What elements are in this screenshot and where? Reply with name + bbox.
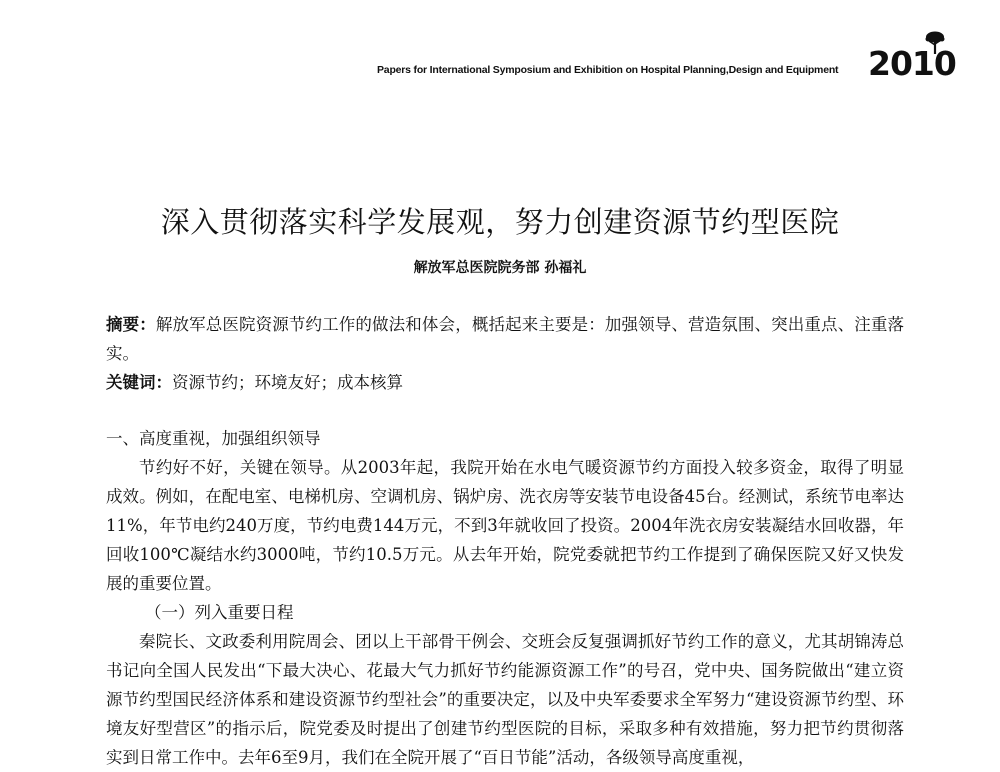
subsection-heading: （一）列入重要日程: [145, 603, 294, 622]
keywords: [106, 368, 904, 397]
author-byline: 解放军总医院院务部 孙福礼: [413, 260, 587, 276]
section-heading: 一、高度重视，加强组织领导: [106, 429, 321, 448]
body-paragraph: 秦院长、文政委利用院周会、团以上干部骨干例会、交班会反复强调抓好节约工作的意义，尤其胡锦涛总书记向全国人民发出“下最大决心、花最大气力抓好节约能源资源工作”的号召，党中央、国务院做出“建立资源节约型国民经济体系和建设资源节约型社会”的重要决定，以及中央军委要求全军努力“建设资源节约型、环境友好型营区”的指示后，院党委及时提出了创建节约型医院的目标，采取多种有效措施，努力把节约贯彻落实到日常工作中。去年6至9月，我们在全院开展了“百日节能”活动，各级领导高度重视，: [106, 632, 904, 767]
body-paragraph: 节约好不好，关键在领导。从2003年起，我院开始在水电气暖资源节约方面投入较多资金，取得了明显成效。例如，在配电室、电梯机房、空调机房、锅炉房、洗衣房等安装节电设备45台。经测试，系统节电率达11%，年节电约240万度，节约电费144万元，不到3年就收回了投资。2004年洗衣房安装凝结水回收器，年回收100℃凝结水约3000吨，节约10.5万元。从去年开始，院党委就把节约工作提到了确保医院又好又快发展的重要位置。: [106, 458, 904, 593]
keywords-text: 资源节约；环境友好；成本核算: [172, 373, 403, 392]
symposium-logo: [868, 28, 958, 84]
tree-icon: [922, 30, 948, 56]
keywords-label: 关键词：: [106, 373, 172, 392]
abstract-text: 解放军总医院资源节约工作的做法和体会，概括起来主要是：加强领导、营造氛围、突出重点、注重落实。: [106, 315, 905, 363]
logo-year: 2010: [868, 44, 956, 83]
abstract: [106, 310, 904, 368]
abstract-label: 摘要：: [106, 315, 156, 334]
paper-title: 深入贯彻落实科学发展观，努力创建资源节约型医院: [160, 205, 840, 239]
running-header: Papers for International Symposium and Exhibition on Hospital Planning,Design and Equipment: [377, 64, 839, 76]
